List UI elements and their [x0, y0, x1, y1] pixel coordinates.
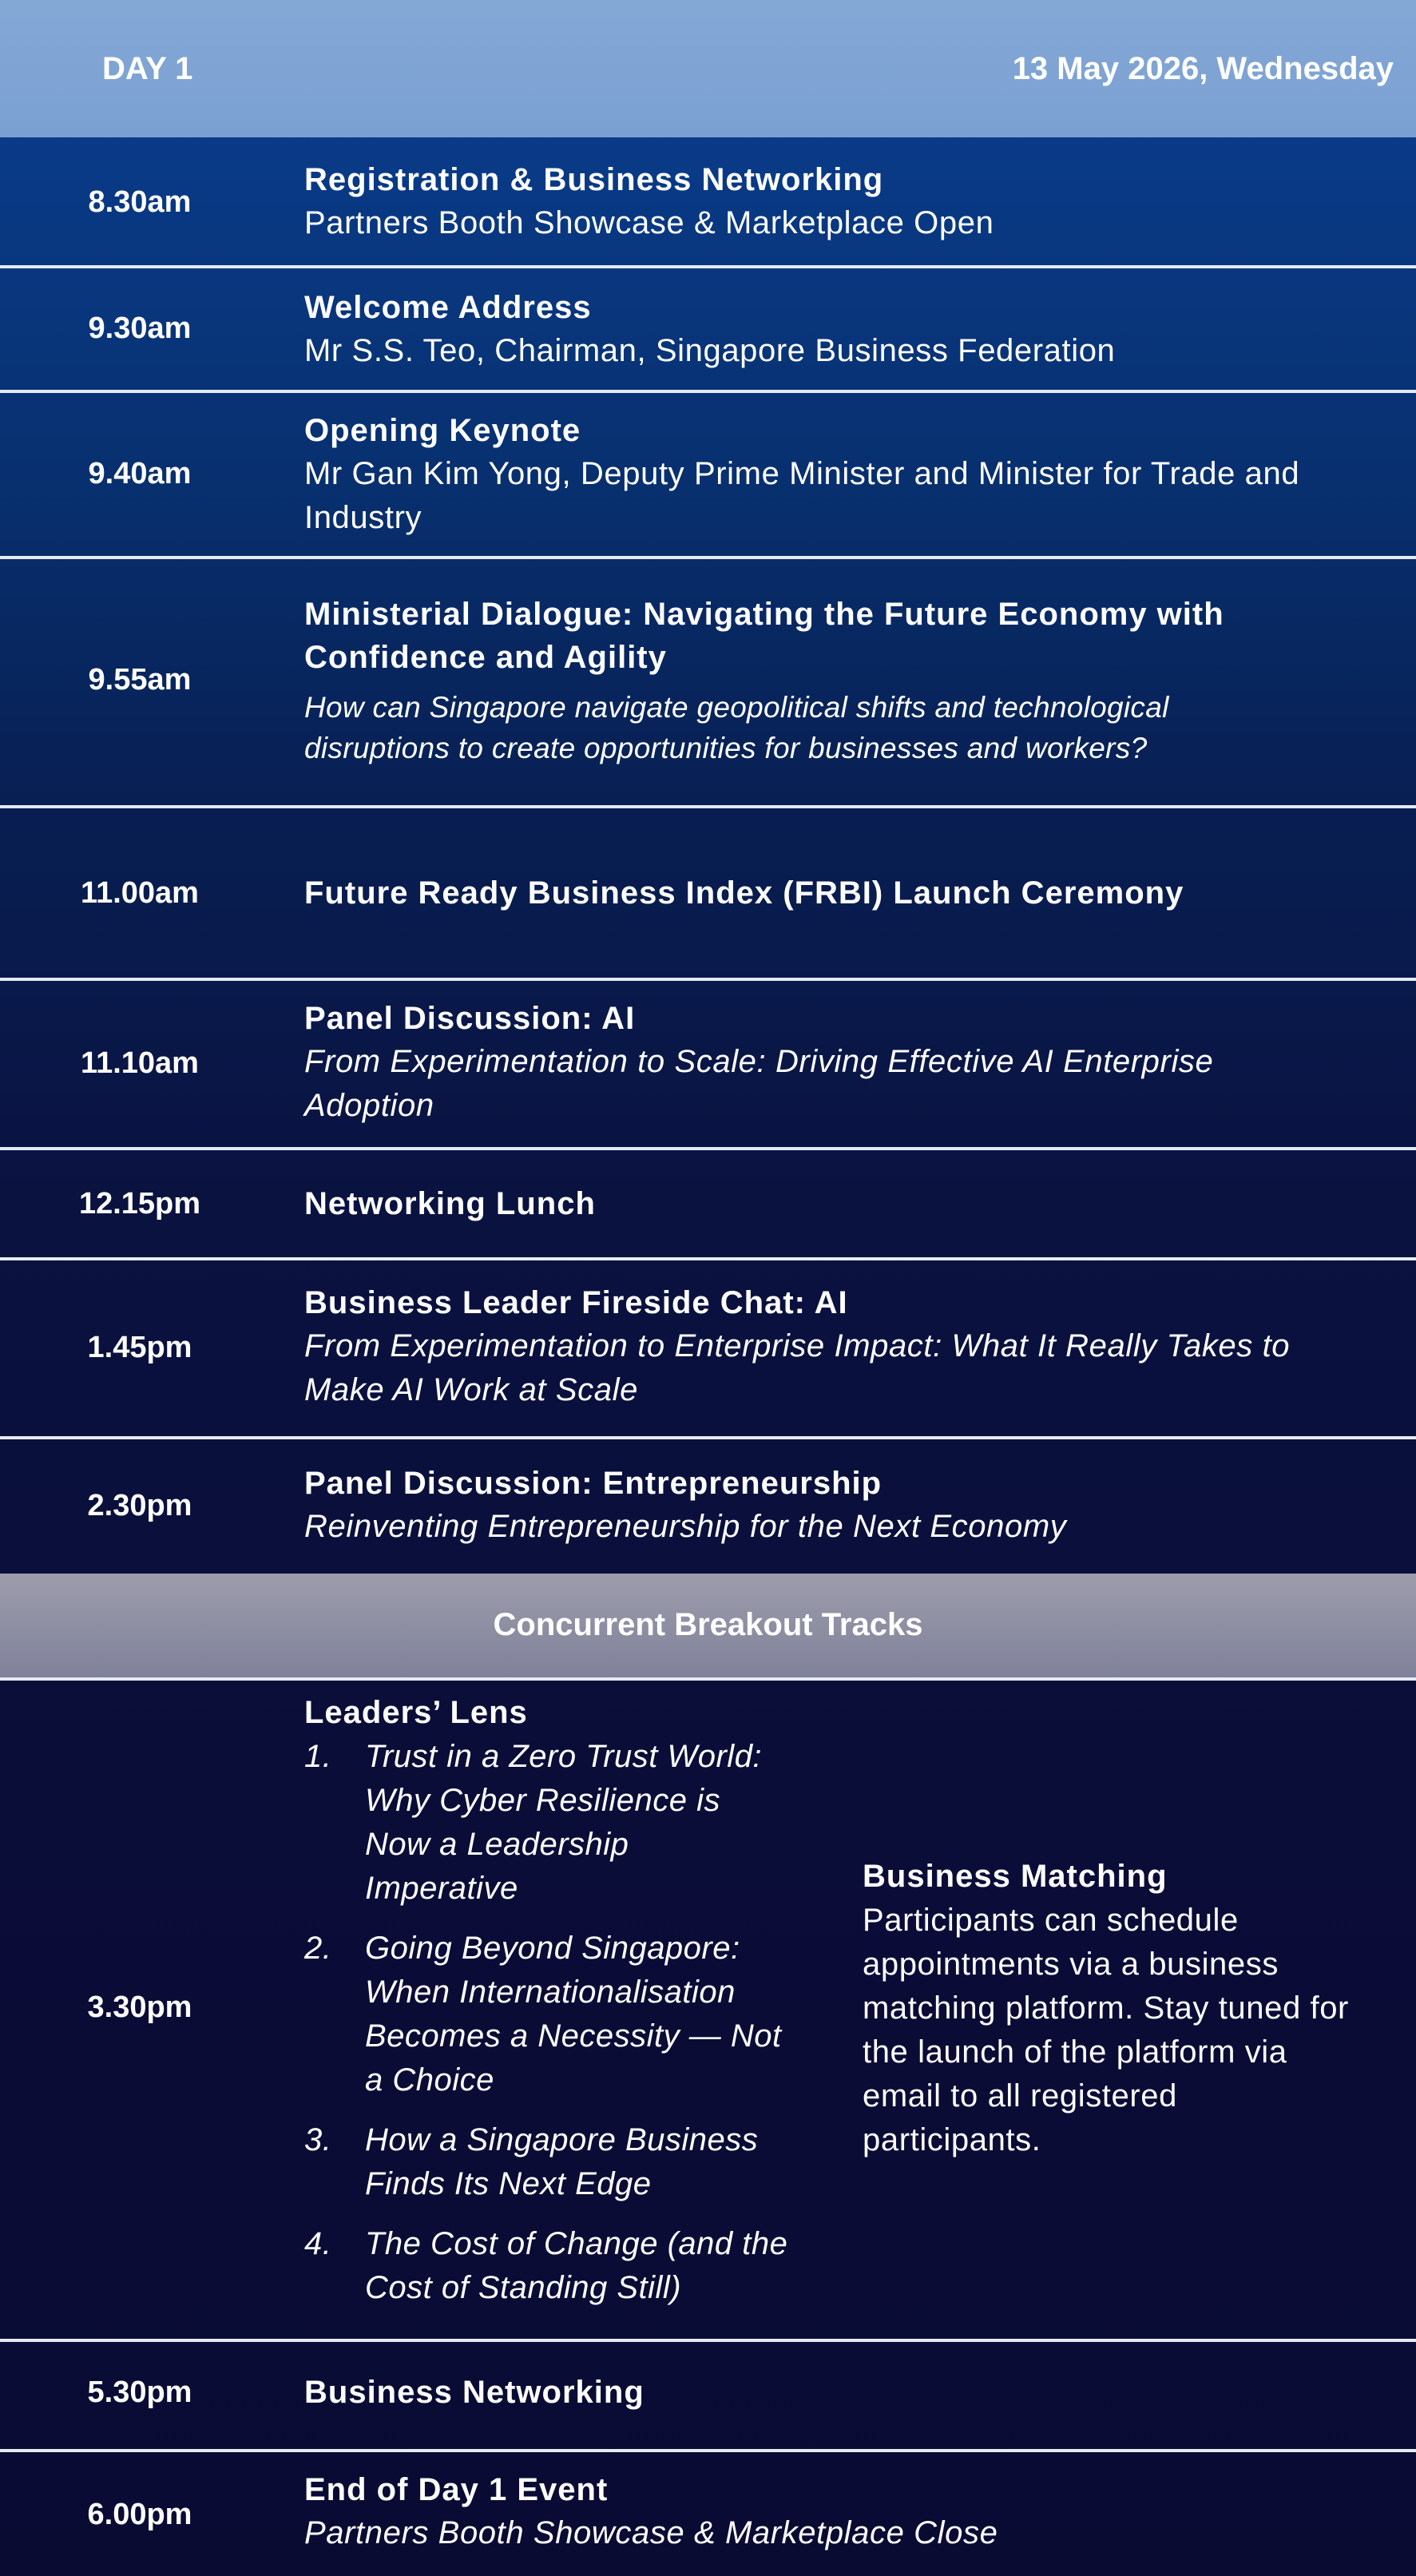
session-row-business-networking: [0, 2342, 1416, 2449]
list-item-number: 1.: [304, 1739, 332, 1774]
session-time: 9.40am: [88, 457, 192, 490]
list-item-line: Going Beyond Singapore:: [365, 1931, 740, 1966]
session-detail-line: Mr Gan Kim Yong, Deputy Prime Minister and Minister for Trade and: [304, 456, 1300, 491]
list-item-line: Cost of Standing Still): [365, 2270, 682, 2305]
session-title: Registration & Business Networking: [304, 162, 884, 197]
session-row-registration: [0, 137, 1416, 265]
session-content: [304, 1182, 1382, 1225]
session-title: Opening Keynote: [304, 413, 581, 448]
business-matching-line: appointments via a business: [863, 1947, 1279, 1982]
session-content: [304, 997, 1382, 1128]
list-item: [304, 2222, 831, 2310]
session-subtitle: Reinventing Entrepreneurship for the Next Economy: [304, 1509, 1067, 1544]
leaders-lens-title: Leaders’ Lens: [304, 1695, 528, 1730]
session-row-welcome: [0, 268, 1416, 390]
list-item-line: The Cost of Change (and the: [365, 2226, 788, 2261]
session-subtitle-line: From Experimentation to Enterprise Impact: What It Really Takes to: [304, 1328, 1291, 1363]
session-title: End of Day 1 Event: [304, 2472, 609, 2507]
session-question-line: How can Singapore navigate geopolitical shifts and technological: [304, 691, 1169, 724]
session-detail-line: Industry: [304, 500, 422, 535]
session-subtitle-line: Adoption: [304, 1088, 434, 1123]
session-detail: Mr S.S. Teo, Chairman, Singapore Business Federation: [304, 333, 1116, 368]
breakout-banner-label: Concurrent Breakout Tracks: [493, 1607, 923, 1642]
session-row-panel-entrepreneurship: [0, 1439, 1416, 1574]
list-item-line: Trust in a Zero Trust World:: [365, 1739, 763, 1774]
business-matching-line: the launch of the platform via: [863, 2034, 1287, 2070]
session-time: 1.45pm: [87, 1331, 192, 1364]
session-content: [304, 593, 1382, 768]
list-item-line: Finds Its Next Edge: [365, 2166, 652, 2201]
session-content: [304, 409, 1382, 540]
session-time: 8.30am: [88, 185, 192, 219]
session-subtitle-line: From Experimentation to Scale: Driving Effective AI Enterprise: [304, 1044, 1214, 1079]
session-time: 9.55am: [88, 663, 192, 697]
business-matching-line: Participants can schedule: [863, 1903, 1239, 1938]
session-time: 11.10am: [81, 1046, 199, 1080]
session-title: Business Networking: [304, 2375, 645, 2410]
session-title-line: Confidence and Agility: [304, 640, 667, 675]
list-item-line: When Internationalisation: [365, 1975, 736, 2010]
business-matching: [863, 1855, 1406, 2162]
list-item-number: 4.: [304, 2226, 332, 2261]
session-title-line: Ministerial Dialogue: Navigating the Future Economy with: [304, 597, 1224, 632]
session-title: Networking Lunch: [304, 1186, 596, 1221]
session-row-frbi-launch: [0, 808, 1416, 978]
session-time: 2.30pm: [87, 1489, 192, 1522]
session-time: 6.00pm: [87, 2498, 192, 2531]
session-time: 12.15pm: [78, 1187, 201, 1221]
session-detail: Partners Booth Showcase & Marketplace Open: [304, 205, 994, 240]
session-content: [304, 2371, 1382, 2414]
session-subtitle: Partners Booth Showcase & Marketplace Close: [304, 2515, 998, 2550]
session-row-networking-lunch: [0, 1150, 1416, 1257]
session-title: Welcome Address: [304, 290, 592, 325]
list-item-number: 3.: [304, 2122, 332, 2157]
leaders-lens-list: [304, 1735, 831, 2310]
session-content: [304, 286, 1382, 373]
session-row-ministerial-dialogue: [0, 559, 1416, 805]
session-subtitle-line: Make AI Work at Scale: [304, 1372, 638, 1407]
list-item: [304, 1735, 831, 1911]
list-item-line: Becomes a Necessity — Not: [365, 2018, 782, 2054]
session-row-fireside-chat: [0, 1260, 1416, 1436]
list-item-line: a Choice: [365, 2062, 494, 2098]
business-matching-title: Business Matching: [863, 1859, 1168, 1894]
list-item-number: 2.: [304, 1931, 332, 1966]
business-matching-line: email to all registered: [863, 2078, 1177, 2114]
session-time: 9.30am: [88, 312, 192, 345]
session-title: Panel Discussion: Entrepreneurship: [304, 1466, 883, 1501]
session-row-panel-ai: [0, 981, 1416, 1147]
session-content: [304, 2468, 1382, 2555]
date-label: 13 May 2026, Wednesday: [1012, 51, 1394, 86]
list-item: [304, 2118, 831, 2206]
list-item: [304, 1927, 831, 2102]
list-item-line: How a Singapore Business: [365, 2122, 759, 2157]
session-content: [304, 158, 1382, 245]
list-item-line: Imperative: [365, 1871, 518, 1906]
business-matching-line: matching platform. Stay tuned for: [863, 1991, 1349, 2026]
breakout-banner: [0, 1574, 1416, 1677]
session-time: 5.30pm: [87, 2376, 192, 2409]
session-question-line: disruptions to create opportunities for businesses and workers?: [304, 732, 1148, 764]
session-content: [304, 1462, 1382, 1549]
session-row-end-of-day: [0, 2452, 1416, 2576]
session-row-keynote: [0, 393, 1416, 556]
day-label: DAY 1: [102, 51, 193, 86]
session-content: [304, 871, 1382, 915]
session-content: [304, 1281, 1382, 1412]
session-title: Future Ready Business Index (FRBI) Launch Ceremony: [304, 875, 1184, 911]
session-time: 3.30pm: [87, 1991, 192, 2024]
leaders-lens: [304, 1691, 831, 2326]
business-matching-line: participants.: [863, 2122, 1041, 2157]
session-time: 11.00am: [81, 876, 199, 910]
day-header: [0, 0, 1416, 137]
list-item-line: Now a Leadership: [365, 1827, 629, 1862]
list-item-line: Why Cyber Resilience is: [365, 1783, 720, 1818]
session-title: Panel Discussion: AI: [304, 1001, 636, 1036]
session-title: Business Leader Fireside Chat: AI: [304, 1285, 848, 1320]
